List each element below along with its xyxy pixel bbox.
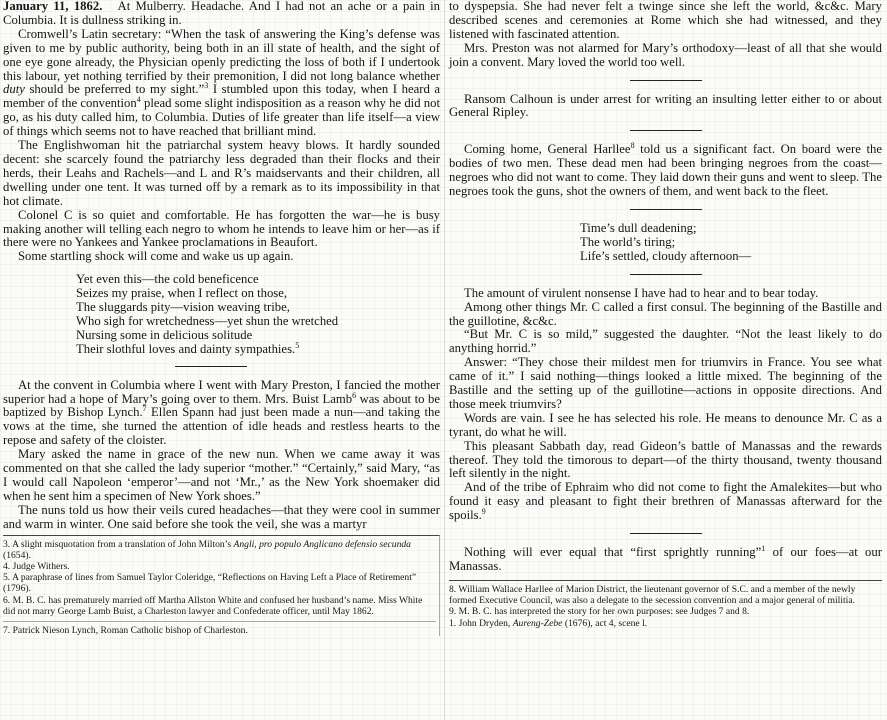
section-divider [175, 366, 247, 367]
footnote-ref: 6 [352, 390, 357, 400]
paragraph-text: And of the tribe of Ephraim who did not come to fight the Amalekites—but who found it easy and pleasant to fight their brethren of Manassas afterward for the spoils. [449, 480, 882, 523]
entry-paragraph-4: Colonel C is so quiet and comfortable. He has forgotten the war—he is busy making another will telling each negro to whom he intends to leave him or her—as if there were no Yankees and Yankee proclamations in Beaufort. [3, 207, 440, 250]
entry-paragraph-9: to dyspepsia. She had never felt a twinge since she left the world, &c&c. Mary described scenes and ceremonies at Rome which she had witnessed, and they listened with fascinated attention. [449, 0, 882, 41]
entry-paragraph-16: Answer: “They chose their mildest men for triumvirs in France. You see what came of it.” I said nothing—things looked a little mixed. The beginning of the Bastille and the setting up of the guillotine—actions in opposite directions. And those meek triumvirs? [449, 355, 882, 411]
paragraph-text: At Mulberry. Headache. And I had not an ache or a pain in Columbia. It is dullness striking in. [3, 0, 441, 27]
section-divider [630, 209, 702, 210]
poem-line [76, 340, 440, 357]
footnote-ref: 8 [630, 141, 635, 151]
entry-paragraph-6 [3, 379, 440, 449]
footnote-ref: 3 [204, 81, 209, 91]
poem-line: Time’s dull deadening; [580, 220, 697, 235]
entry-paragraph-18: This pleasant Sabbath day, read Gideon’s battle of Manassas and the rewards thereof. They told the timorous to depart—of the thirty thousand, twenty thousand left silently in the night. [449, 438, 882, 481]
footnote-4: 4. Judge Withers. [3, 561, 70, 573]
entry-date: January 11, 1862. [3, 0, 103, 13]
entry-paragraph-17: Words are vain. I see he has selected his role. He means to denounce Mr. C as a tyrant, do what he will. [449, 410, 882, 439]
entry-paragraph-1 [3, 0, 440, 28]
entry-paragraph-10: Mrs. Preston was not alarmed for Mary’s orthodoxy—least of all that she would join a convent. Mary loved the world too well. [449, 40, 882, 69]
paragraph-text: should be preferred to my sight.” [24, 82, 205, 97]
footnote-ref: 7 [142, 404, 147, 414]
footnote-5: 5. A paraphrase of lines from Samuel Taylor Coleridge, “Reflections on Having Left a Place of Retirement” (1796). [3, 572, 417, 595]
footnote-7: 7. Patrick Nieson Lynch, Roman Catholic bishop of Charleston. [3, 621, 436, 636]
right-column [449, 0, 882, 629]
section-divider [630, 533, 702, 534]
entry-paragraph-13: The amount of virulent nonsense I have had to hear and to bear today. [464, 285, 819, 300]
footnote-ref: 1 [761, 543, 766, 553]
footnote-text: (1676), act 4, scene l. [562, 617, 648, 629]
paragraph-text: of our foes—at our Manassas. [449, 545, 882, 573]
entry-paragraph-2 [3, 28, 440, 139]
page-fold-shadow [444, 0, 445, 720]
entry-paragraph-3: The Englishwoman hit the patriarchal system heavy blows. It hardly sounded decent: she scarcely found the patriarchy less degraded than their flocks and their herds, their Leahs and Rachels—and L and R’s maidservants and their children, all dwelling under one tent. It was turned off by a remark as to its impossibility in that hot climate. [3, 138, 440, 208]
footnote-ref: 9 [481, 506, 486, 516]
paragraph-text: told us a significant fact. On board were the bodies of two men. These dead men had been bringing negroes from the coast—negroes who did not want to come. They laid down their guns and went to sleep. The negroes took the guns, shot the owners of them, and went back to the fleet. [449, 142, 882, 199]
entry-paragraph-14: Among other things Mr. C called a first consul. The beginning of the Bastille and the guillotine, &c&c. [449, 299, 882, 328]
poem-block [76, 273, 440, 356]
poem-line-text: Their slothful loves and dainty sympathies. [76, 341, 296, 356]
section-divider [630, 80, 702, 81]
poem-line: The world’s tiring; [580, 234, 676, 249]
poem-line: The sluggards pity—vision weaving tribe, [76, 300, 290, 315]
emphasis-text: Aureng-Zebe [512, 617, 563, 629]
section-divider [630, 274, 702, 275]
footnotes-right [449, 580, 882, 629]
poem-line: Yet even this—the cold beneficence [76, 272, 259, 287]
footnote-1 [449, 618, 882, 629]
entry-paragraph-5: Some startling shock will come and wake us up again. [18, 249, 294, 264]
footnote-8: 8. William Wallace Harllee of Marion District, the lieutenant governor of S.C. and a member of the newly formed Executive Council, was also a delegate to the secession convention and a major general of militia. [449, 583, 856, 607]
section-divider [630, 130, 702, 131]
emphasis-text: Angli, pro populo Anglicano defensio secunda [233, 538, 411, 550]
paragraph-text: was about to be baptized by Bishop Lynch. [3, 391, 440, 420]
poem-line: Life’s settled, cloudy afternoon— [580, 248, 752, 263]
entry-paragraph-15: “But Mr. C is so mild,” suggested the daughter. “Not the least likely to do anything horrid.” [449, 327, 882, 356]
entry-paragraph-11: Ransom Calhoun is under arrest for writing an insulting letter either to or about General Ripley. [449, 91, 882, 120]
footnote-9: 9. M. B. C. has interpreted the story for her own purposes: see Judges 7 and 8. [449, 606, 750, 618]
poem-line: Seizes my praise, when I reflect on those, [76, 286, 288, 301]
paragraph-text: Ellen Spann had just been made a nun—and taking the vows at the time, she turned the attention of idle heads and restless hearts to the repose and safety of the cloister. [3, 405, 440, 448]
paragraph-text: Cromwell’s Latin secretary: “When the task of answering the King’s defense was given to me by public authority, being both in an ill state of health, and the sight of one eye gone already, the Physician openly predicting the loss of both if I undertook this labour, yet nothing terrified by their premonition, I did not long balance whether [3, 26, 440, 83]
footnote-ref: 5 [295, 340, 300, 350]
footnote-text: (1654). [3, 549, 31, 561]
footnote-text: 1. John Dryden, [449, 617, 513, 629]
footnote-3 [3, 539, 436, 561]
paragraph-text: At the convent in Columbia where I went with Mary Preston, I fancied the mother superior had a hope of Mary’s going over to them. Mrs. Buist Lamb [3, 377, 440, 406]
poem-line: Nursing some in delicious solitude [76, 327, 253, 342]
emphasis-text: duty [3, 82, 25, 97]
entry-paragraph-20 [449, 543, 882, 574]
footnote-ref: 4 [136, 95, 141, 105]
paragraph-text: plead some slight indisposition as a reason why he did not go, as his duty called him, to Columbia. Duties of life greater than life itself—a view of things which seems not to have reached that brilliant mind. [3, 96, 440, 139]
paragraph-text: I stumbled upon this today, when I heard a member of the convention [3, 82, 441, 111]
entry-paragraph-8: The nuns told us how their veils cured headaches—that they were cool in summer and warm in winter. One said before she took the veil, she was a martyr [3, 502, 440, 531]
poem-line: Who sigh for wretchedness—yet shun the wretched [76, 313, 339, 328]
paragraph-text: Coming home, General Harllee [464, 142, 631, 157]
footnote-6: 6. M. B. C. has prematurely married off Martha Allston White and confused her husband’s name. Miss White did not marry George Lamb Buist, a Charleston lawyer and Confederate officer, until May 1862. [3, 594, 423, 617]
left-column [3, 0, 440, 636]
paragraph-text: Nothing will ever equal that “first sprightly running” [464, 545, 762, 560]
entry-paragraph-12 [449, 143, 882, 199]
entry-paragraph-19 [449, 481, 882, 523]
entry-paragraph-7: Mary asked the name in grace of the new nun. When we came away it was commented on that she called the lady superior “mother.” “Certainly,” said Mary, “as I would call Napoleon ‘emperor’—and not ‘Mr.,’ as the New York shoemaker did when he sent him a specimen of New York shoes.” [3, 447, 440, 503]
footnotes-left [3, 535, 440, 637]
footnote-text: 3. A slight misquotation from a translation of John Milton’s [3, 538, 234, 550]
poem-block [580, 222, 882, 264]
